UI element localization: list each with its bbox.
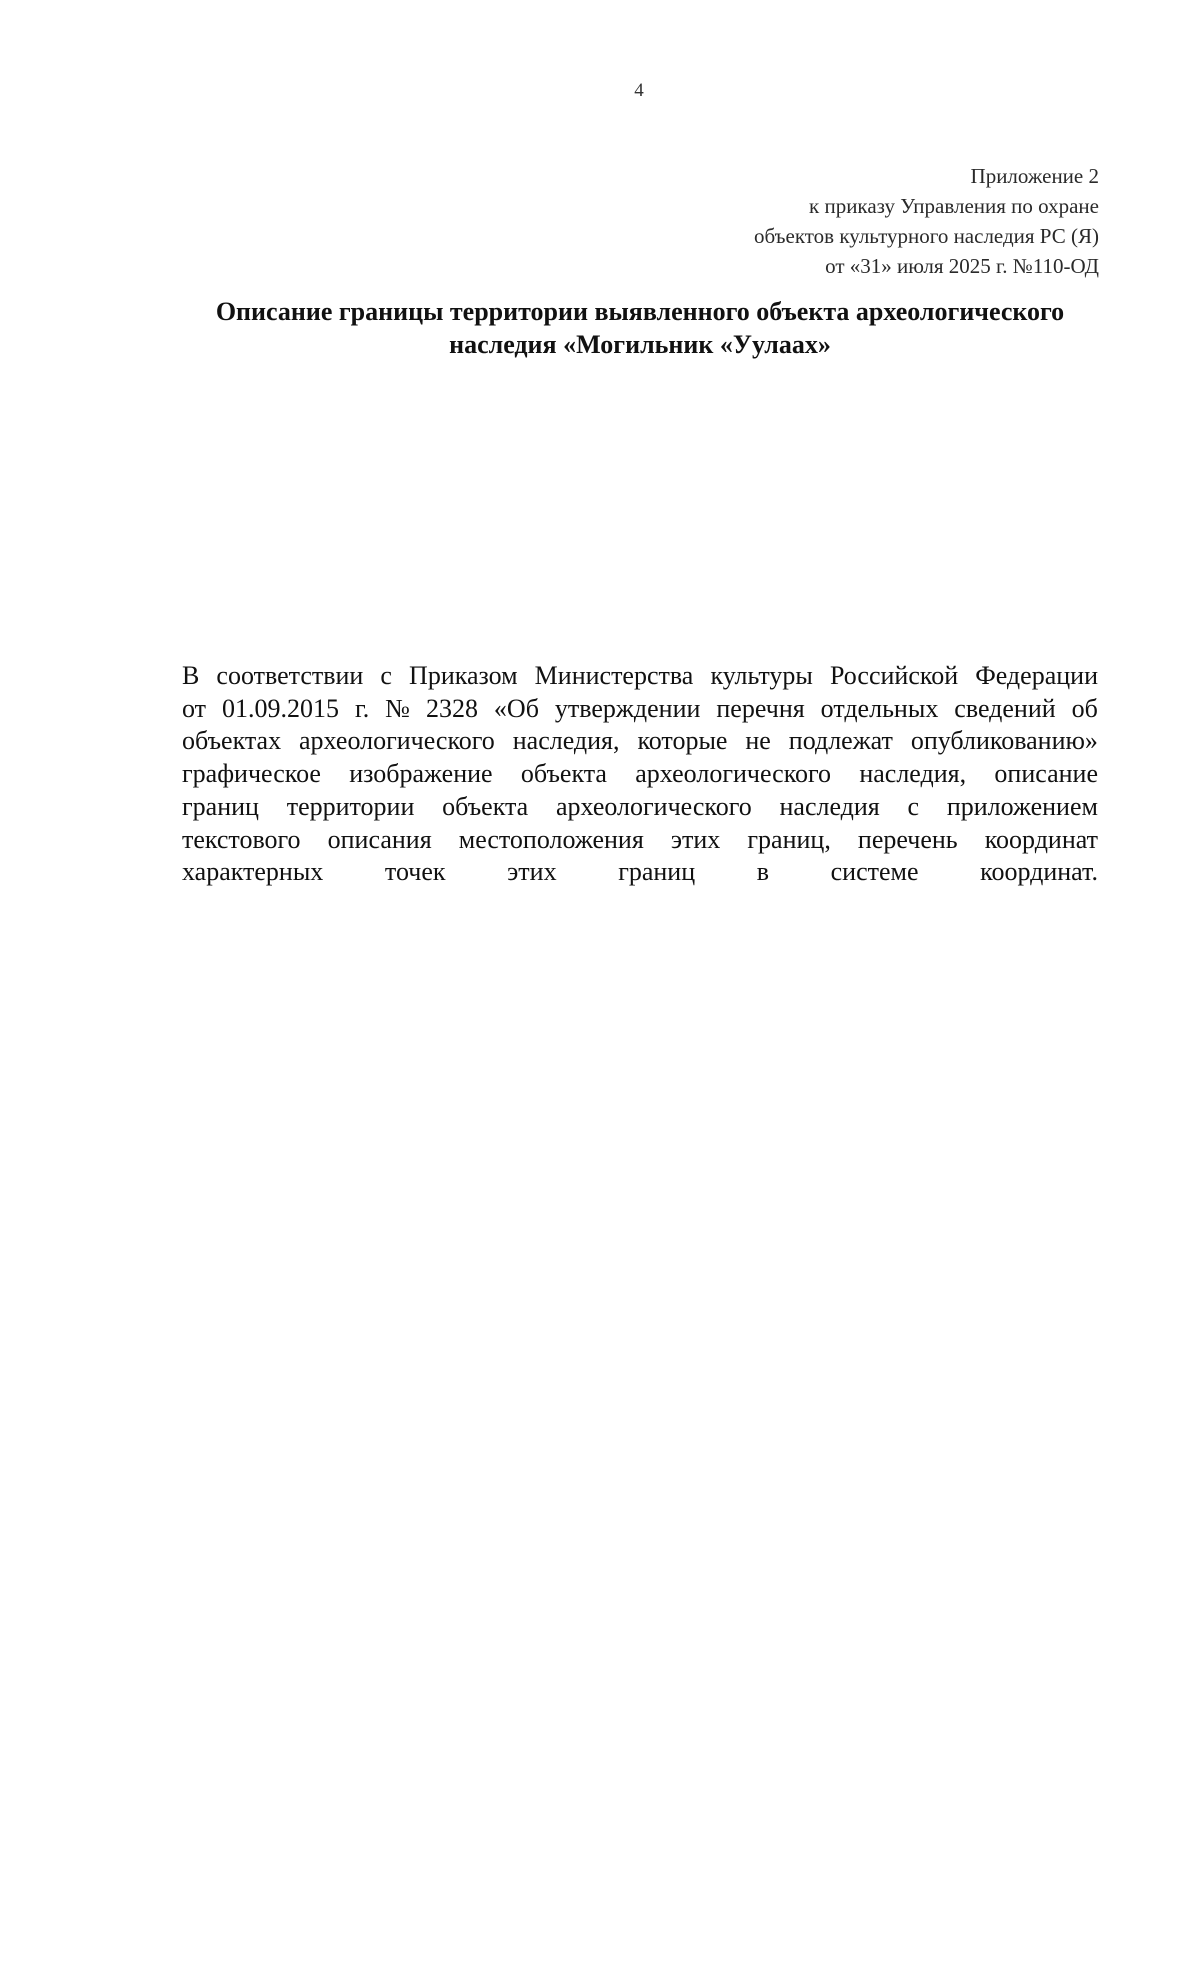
body-word: Министерства — [534, 661, 694, 690]
body-word: описания — [327, 824, 432, 854]
body-word: координат — [984, 824, 1098, 854]
document-title — [150, 295, 1130, 361]
appendix-line: объектов культурного наследия РС (Я) — [754, 224, 1099, 248]
body-word: с — [907, 791, 920, 821]
body-paragraph — [182, 660, 1098, 889]
body-word: не — [745, 726, 771, 756]
body-word: об — [1071, 693, 1098, 723]
body-word: в — [756, 857, 770, 887]
body-word: 2328 — [425, 693, 478, 723]
body-word: 01.09.2015 — [222, 693, 339, 723]
body-word: «Об — [493, 693, 539, 723]
body-word: подлежат — [788, 726, 893, 756]
body-word: Приказом — [409, 661, 518, 690]
body-word: точек — [384, 857, 446, 887]
body-word: наследия — [779, 791, 880, 821]
body-word: В — [182, 661, 200, 690]
appendix-line: к приказу Управления по охране — [809, 194, 1099, 218]
body-word: этих — [507, 857, 557, 887]
body-word: археологического — [555, 791, 752, 821]
body-word: наследия, — [512, 726, 620, 756]
page-number: 4 — [634, 80, 644, 101]
appendix-line: от «31» июля 2025 г. №110-ОД — [825, 254, 1099, 278]
body-line — [182, 758, 1098, 791]
body-word: графическое — [182, 759, 321, 789]
body-line — [182, 824, 1098, 857]
body-word: утверждении — [554, 693, 701, 723]
body-word: № — [385, 693, 410, 723]
title-line: Описание границы территории выявленного объекта археологического — [215, 297, 1065, 326]
body-word: опубликованию» — [910, 726, 1098, 756]
body-word: перечень — [857, 824, 958, 854]
body-line — [182, 725, 1098, 758]
body-line — [182, 791, 1098, 824]
body-word: системе — [830, 857, 919, 887]
body-word: границ, — [747, 824, 831, 854]
body-word: перечня — [716, 693, 805, 723]
body-word: Российской — [829, 661, 959, 690]
body-word: археологического — [299, 726, 495, 756]
appendix-header — [754, 161, 1099, 281]
appendix-line: Приложение 2 — [970, 164, 1099, 188]
body-word: приложением — [946, 791, 1098, 821]
body-word: этих — [670, 824, 721, 854]
body-line — [182, 856, 1098, 889]
body-word: археологического — [635, 759, 832, 789]
body-word: текстового — [182, 824, 301, 854]
body-word: которые — [637, 726, 728, 756]
body-word: территории — [286, 791, 415, 821]
body-word: соответствии — [216, 661, 364, 690]
body-word: границ — [618, 857, 696, 887]
body-word: наследия, — [859, 759, 967, 789]
body-word: отдельных — [820, 693, 939, 723]
body-word: сведений — [954, 693, 1056, 723]
body-word: описание — [994, 759, 1098, 789]
body-line — [182, 660, 1098, 693]
body-word: характерных — [182, 857, 324, 887]
body-word: объектах — [182, 726, 282, 756]
body-word: г. — [354, 693, 370, 723]
body-word: местоположения — [458, 824, 644, 854]
body-word: объекта — [520, 759, 607, 789]
body-word: от — [182, 693, 207, 723]
body-word: с — [380, 661, 392, 690]
body-word: Федерации — [975, 661, 1098, 690]
body-word: культуры — [710, 661, 813, 690]
title-line: наследия «Могильник «Уулаах» — [449, 330, 831, 359]
body-word: изображение — [349, 759, 493, 789]
body-line — [182, 693, 1098, 726]
body-word: объекта — [442, 791, 529, 821]
body-word: координат. — [980, 857, 1098, 887]
body-word: границ — [182, 791, 259, 821]
